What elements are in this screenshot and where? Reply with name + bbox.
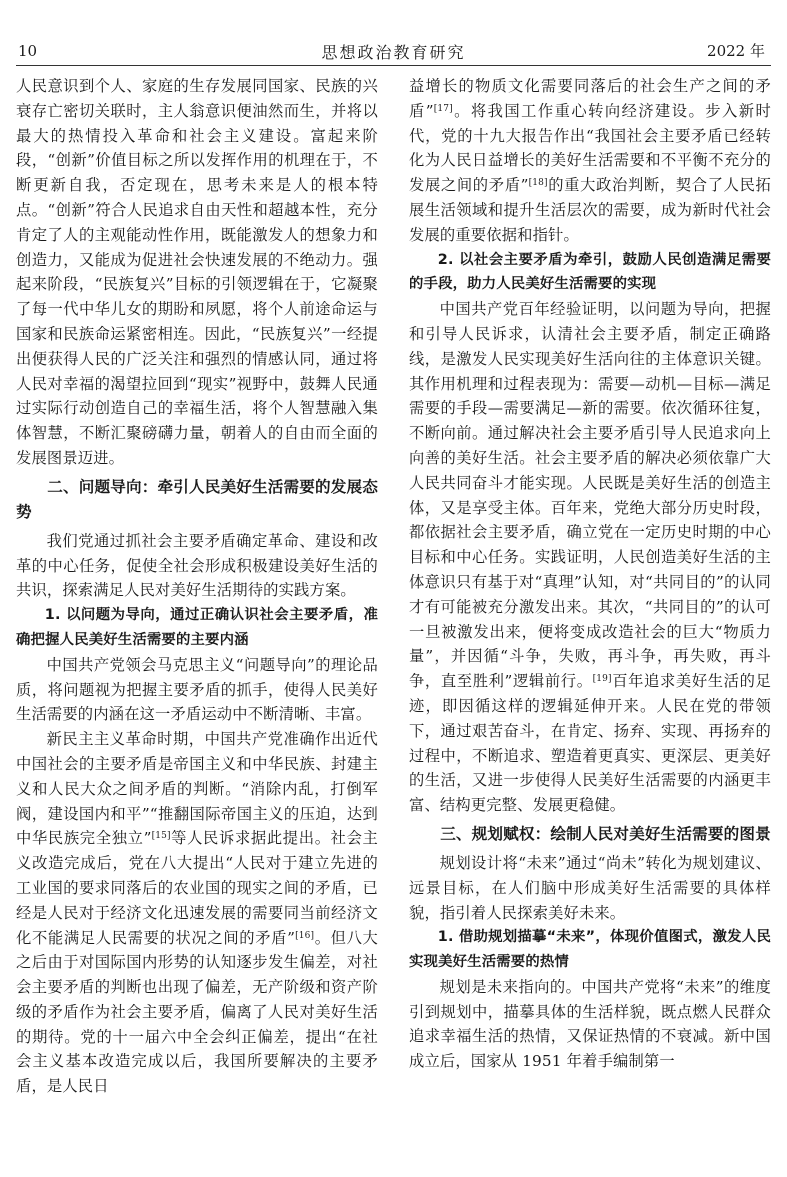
citation-ref[interactable]: [18] <box>528 178 548 189</box>
text-run: 。将我国工作重心转向经济建设。步入新时代，党的十九大报告作出“我国社会主要矛盾已经转化为人民日益增长的美好生活需要和不平衡不充分的发展之间的矛盾” <box>409 101 771 195</box>
text-run: 益增长的物质文化需要同落后的社会生产之间的矛盾” <box>409 77 771 120</box>
left-column <box>16 74 378 1174</box>
subsection-heading-1: 1. 以问题为导向，通过正确认识社会主要矛盾，准确把握人民美好生活需要的主要内涵 <box>16 607 378 648</box>
paragraph: 规划设计将“未来”通过“尚未”转化为规划建议、远景目标，在人们脑中形成美好生活需要的具体样貌，指引着人民探索美好未来。 <box>409 853 771 922</box>
page-number: 10 <box>18 42 38 60</box>
text-run: 中国共产党百年经验证明，以问题为导向，把握和引导人民诉求，认清社会主要矛盾，制定正确路线，是激发人民实现美好生活向往的主体意识关键。其作用机理和过程表现为：需要—动机—目标—满足需要的手段—需要满足—新的需要。依次循环往复，不断向前。通过解决社会主要矛盾引导人民追求向上向善的美好生活。社会主要矛盾的解决必须依靠广大人民共同奋斗才能实现。人民既是美好生活的创造主体，又是享受主体。百年来，党绝大部分历史时段，都依据社会主要矛盾，确立党在一定历史时期的中心目标和中心任务。实践证明，人民创造美好生活的主体意识只有基于对“真理”认知，对“共同目的”的认同才有可能被充分激发出来。其次，“共同目的”的认可一旦被激发出来，便将变成改造社会的巨大“物质力量”，并因循“斗争，失败，再斗争，再失败，再斗争，直至胜利”逻辑前行。 <box>409 300 771 691</box>
text-run: 的重大政治判断，契合了人民拓展生活领域和提升生活层次的需要，成为新时代社会发展的重要依据和指针。 <box>409 176 771 244</box>
citation-ref[interactable]: [16] <box>295 930 315 941</box>
citation-ref[interactable]: [17] <box>433 103 453 114</box>
subsection-heading-3: 1. 借助规划描摹“未来”，体现价值图式，激发人民实现美好生活需要的热情 <box>409 929 771 971</box>
text-run: 。但八大之后由于对国际国内形势的认知逐步发生偏差，对社会主要矛盾的判断也出现了偏差，无产阶级和资产阶级的矛盾作为社会主要矛盾，偏离了人民对美好生活的期待。党的十一届六中全会纠正偏差，提出“在社会主义基本改造完成以后，我国所要解决的主要矛盾，是人民日 <box>16 928 378 1096</box>
header-rule <box>16 65 771 66</box>
paragraph: 我们党通过抓社会主要矛盾确定革命、建设和改革的中心任务，促使全社会形成积极建设美好生活的共识，探索满足人民对美好生活期待的实践方案。 <box>16 531 378 600</box>
paragraph <box>409 297 771 818</box>
right-column <box>409 74 771 1174</box>
paragraph: 中国共产党领会马克思主义“问题导向”的理论品质，将问题视为把握主要矛盾的抓手，使得人民美好生活需要的内涵在这一矛盾运动中不断清晰、丰富。 <box>16 655 378 724</box>
section-heading-2: 二、问题导向：牵引人民美好生活需要的发展态势 <box>16 477 378 521</box>
paragraph <box>16 727 378 1099</box>
paragraph <box>409 74 771 248</box>
text-run: 等人民诉求据此提出。社会主义改造完成后，党在八大提出“人民对于建立先进的工业国的要求同落后的农业国的现实之间的矛盾，已经是人民对于经济文化迅速发展的需要同当前经济文化不能满足人民需要的状况之间的矛盾” <box>16 829 379 947</box>
publication-year: 2022 年 <box>707 42 765 60</box>
paragraph: 人民意识到个人、家庭的生存发展同国家、民族的兴衰存亡密切关联时，主人翁意识便油然而生，并将以最大的热情投入革命和社会主义建设。富起来阶段，“创新”价值目标之所以发挥作用的机理在于，不断更新自我，否定现在，思考未来是人的根本特点。“创新”符合人民追求自由天性和超越本性，充分肯定了人的主观能动性作用，既能激发人的想象力和创造力，又能成为促进社会快速发展的不绝动力。强起来阶段，“民族复兴”目标的引领逻辑在于，它凝聚了每一代中华儿女的期盼和夙愿，将个人前途命运与国家和民族命运紧密相连。因此，“民族复兴”一经提出便获得人民的广泛关注和强烈的情感认同，通过将人民对幸福的渴望拉回到“现实”视野中，鼓舞人民通过实际行动创造自己的幸福生活，将个人智慧融入集体智慧，不断汇聚磅礴力量，朝着人的自由而全面的发展图景迈进。 <box>16 77 378 467</box>
paragraph: 规划是未来指向的。中国共产党将“未来”的维度引到规划中，描摹具体的生活样貌，既点燃人民群众追求幸福生活的热情，又保证热情的不衰减。新中国成立后，国家从 1951 年着手编制第一 <box>409 977 771 1071</box>
text-run: 新民主主义革命时期，中国共产党准确作出近代中国社会的主要矛盾是帝国主义和中华民族、封建主义和人民大众之间矛盾的判断。“消除内乱，打倒军阀，建设国内和平”“推翻国际帝国主义的压迫，达到中华民族完全独立” <box>16 730 378 848</box>
page-header <box>0 0 787 70</box>
text-run: 百年追求美好生活的足迹，即因循这样的逻辑延伸开来。人民在党的带领下，通过艰苦奋斗，在肯定、扬弃、实现、再扬弃的过程中，不断追求、塑造着更真实、更深层、更美好的生活，又进一步使得人民美好生活需要的内涵更丰富、结构更完整、发展更稳健。 <box>409 672 771 815</box>
citation-ref[interactable]: [15] <box>151 831 171 842</box>
subsection-heading-2: 2. 以社会主要矛盾为牵引，鼓励人民创造满足需要的手段，助力人民美好生活需要的实现 <box>409 251 771 293</box>
citation-ref[interactable]: [19] <box>592 674 612 685</box>
journal-title: 思想政治教育研究 <box>321 43 466 62</box>
section-heading-3: 三、规划赋权：绘制人民对美好生活需要的图景 <box>440 824 771 843</box>
